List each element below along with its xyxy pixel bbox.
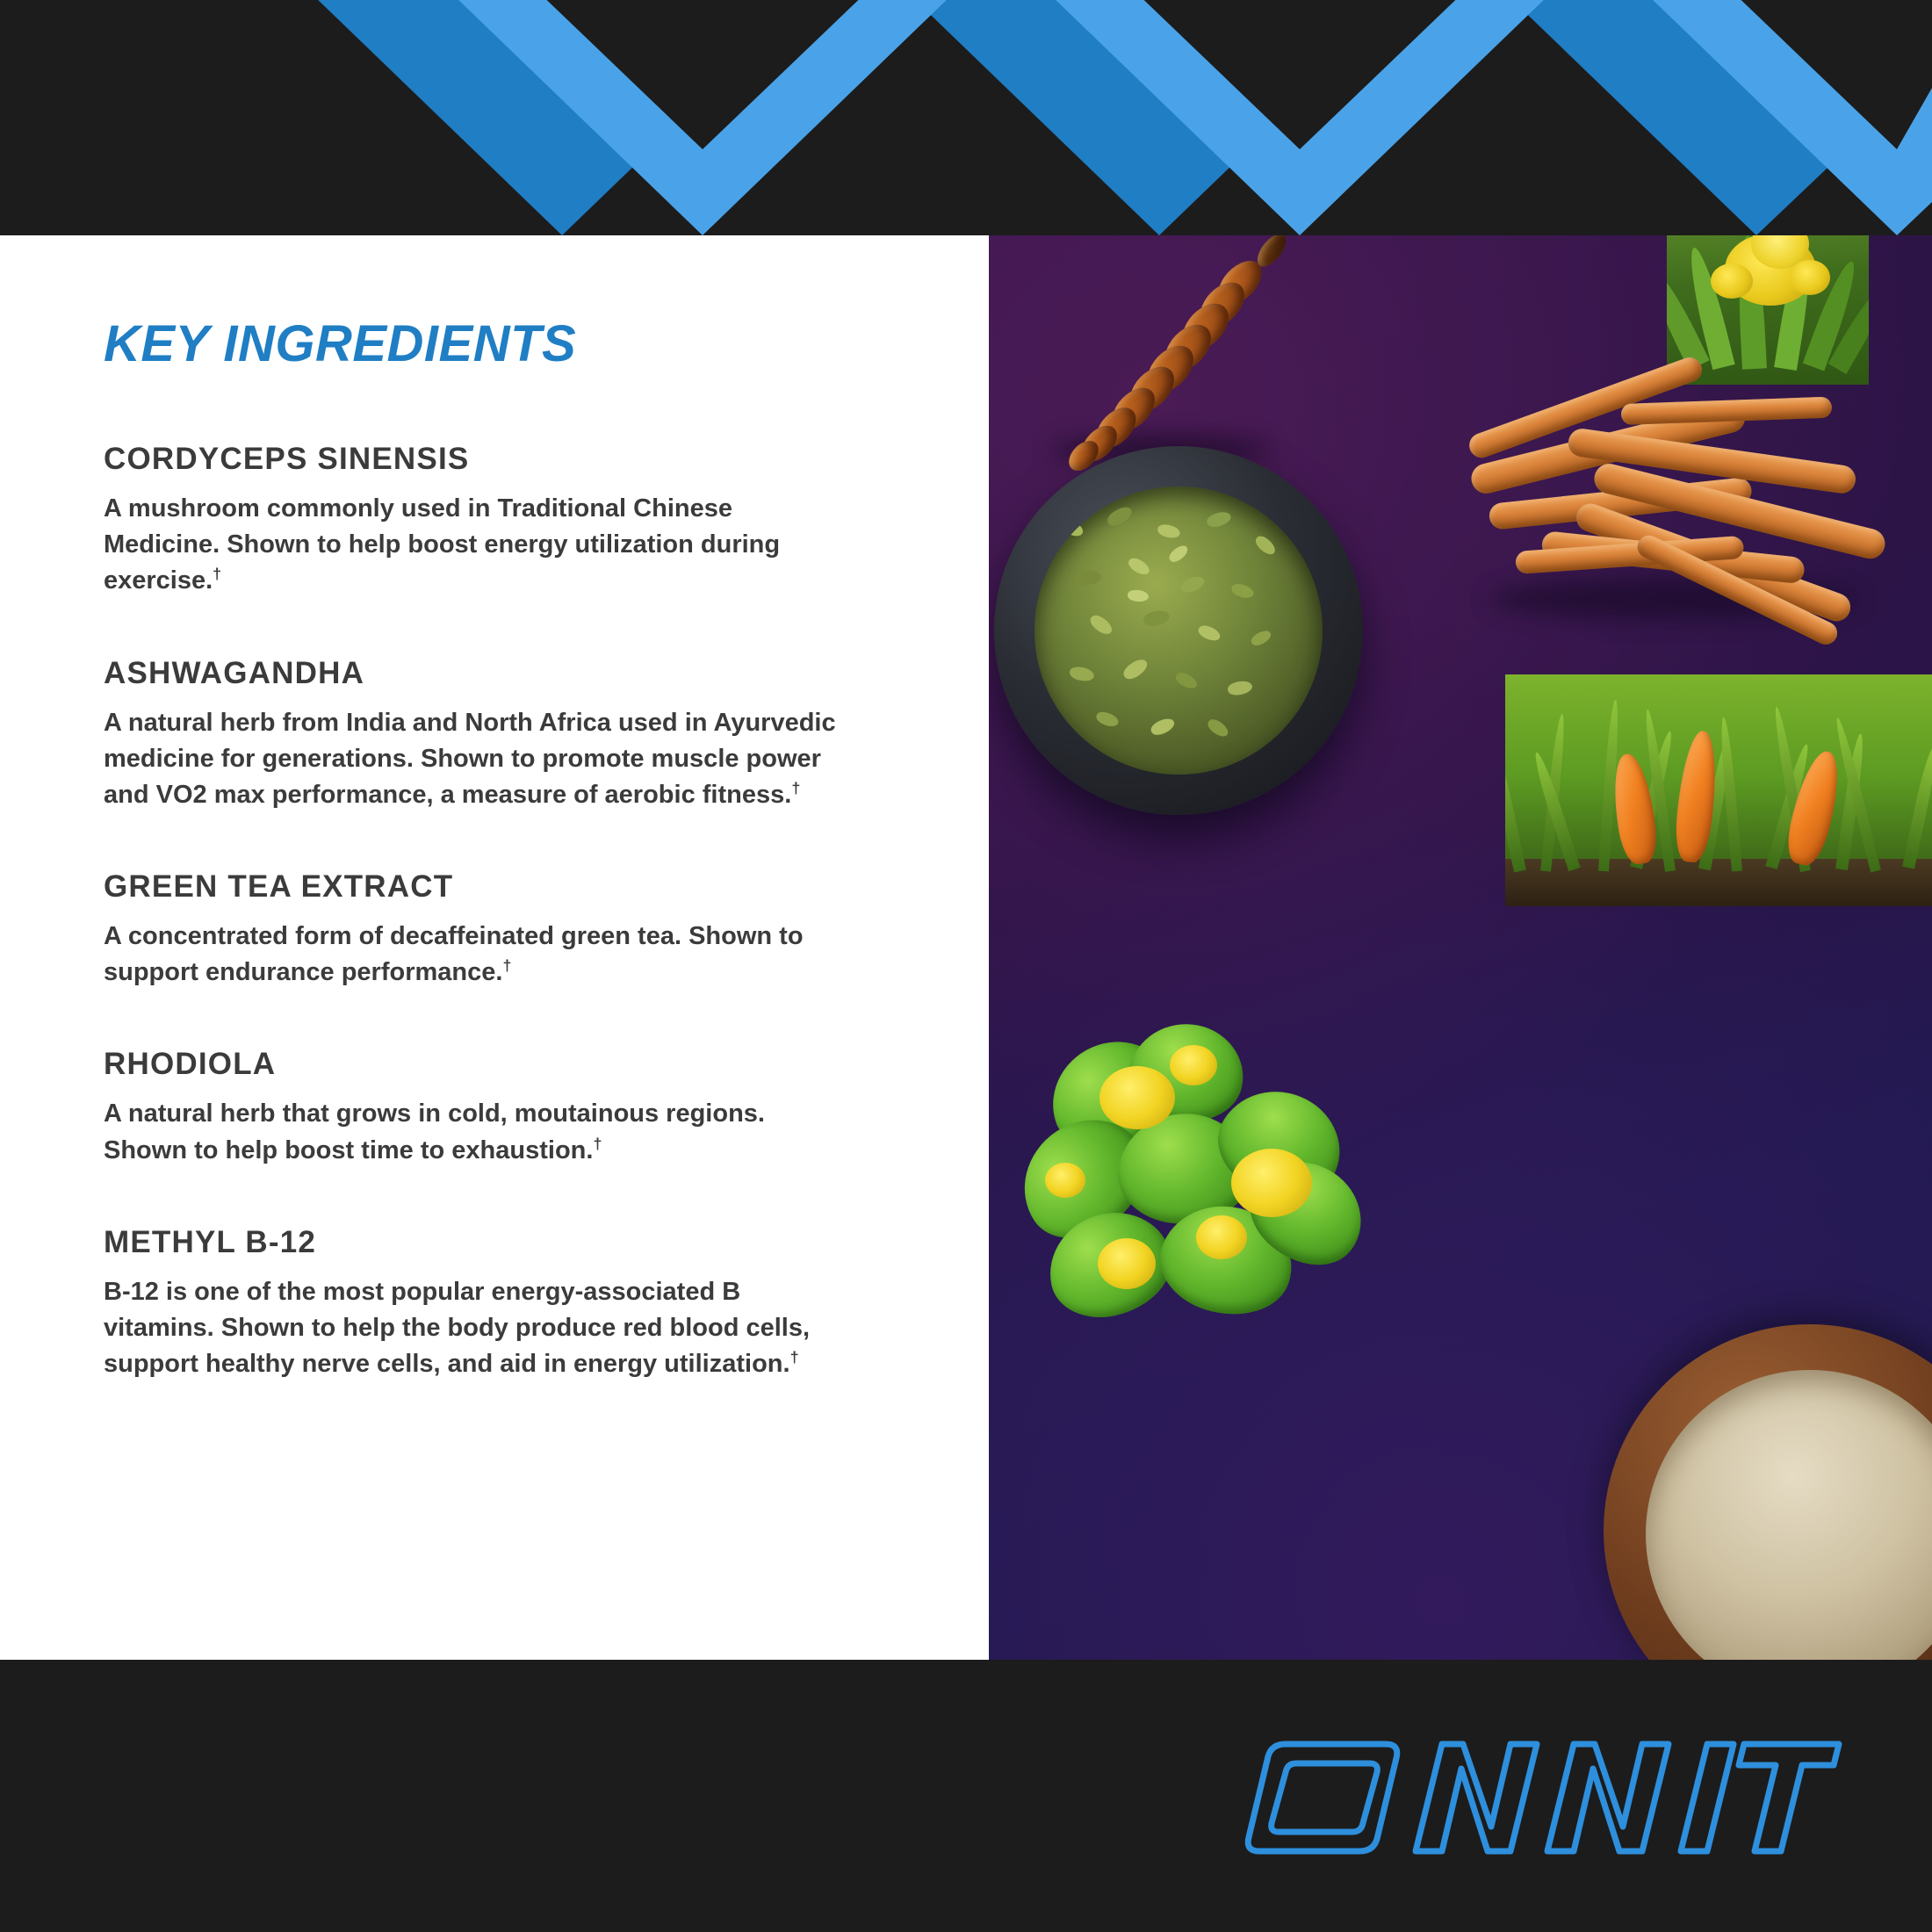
ingredient-description-text: A mushroom commonly used in Traditional Chinese Medicine. Shown to help boost energy utilization during exercise. <box>104 494 781 595</box>
ingredient-description-text: A natural herb that grows in cold, moutainous regions. Shown to help boost time to exhaustion. <box>104 1099 765 1164</box>
ingredient-description <box>104 705 841 814</box>
ingredient-rhodiola <box>104 1047 892 1168</box>
ingredient-description <box>104 1096 841 1168</box>
powder-bowl-image <box>1604 1324 1932 1660</box>
dagger-symbol: † <box>791 779 801 797</box>
ingredient-photo-collage <box>989 235 1932 1660</box>
ingredient-ashwagandha <box>104 656 892 814</box>
dagger-symbol: † <box>502 956 512 975</box>
key-ingredients-panel <box>0 235 989 1660</box>
green-tea-leaves <box>1034 487 1323 775</box>
ingredient-description <box>104 491 841 600</box>
dagger-symbol: † <box>593 1134 602 1152</box>
green-tea-mortar-image <box>994 446 1363 815</box>
cordyceps-grass-photo <box>1505 674 1932 906</box>
ingredient-description-text: A concentrated form of decaffeinated green tea. Shown to support endurance performance. <box>104 922 804 987</box>
ingredient-name: CORDYCEPS SINENSIS <box>104 442 470 476</box>
ingredient-methyl-b-12 <box>104 1225 892 1383</box>
ashwagandha-roots-image <box>1463 376 1928 666</box>
ingredient-name: METHYL B-12 <box>104 1224 317 1259</box>
chevron-banner <box>0 0 1932 235</box>
page-title: KEY INGREDIENTS <box>104 315 577 372</box>
ingredient-green-tea-extract <box>104 869 892 991</box>
ingredient-name: RHODIOLA <box>104 1047 277 1082</box>
supplement-powder <box>1646 1370 1932 1660</box>
ingredient-description-text: B-12 is one of the most popular energy-associated B vitamins. Shown to help the body produce red blood cells, support healthy nerve cells, and aid in energy utilization. <box>104 1277 811 1379</box>
ingredient-cordyceps-sinensis <box>104 442 892 600</box>
rhodiola-plant-image <box>998 1008 1410 1359</box>
ingredient-name: ASHWAGANDHA <box>104 655 365 690</box>
ingredient-description <box>104 919 841 991</box>
dagger-symbol: † <box>789 1348 799 1366</box>
ingredient-name: GREEN TEA EXTRACT <box>104 869 454 905</box>
dagger-symbol: † <box>213 565 222 583</box>
ingredient-description <box>104 1274 841 1383</box>
ingredient-description-text: A natural herb from India and North Africa used in Ayurvedic medicine for generations. Shown to promote muscle power and VO2 max performance, a measure of aerobic fitness. <box>104 708 836 809</box>
onnit-logo <box>1228 1728 1842 1860</box>
footer-bar <box>0 1660 1932 1932</box>
